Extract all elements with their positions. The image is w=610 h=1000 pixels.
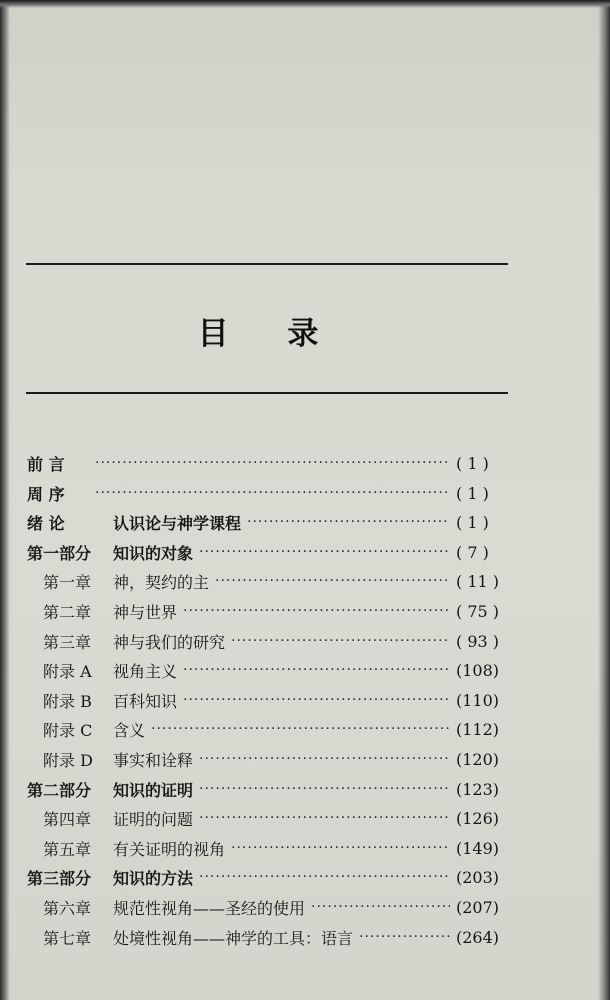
toc-entry[interactable] <box>43 833 508 863</box>
toc-entry-title: 神与我们的研究 <box>113 632 226 652</box>
dot-leader <box>183 596 450 626</box>
toc-entry-page-number: (203) <box>456 867 500 887</box>
toc-entry[interactable] <box>43 596 508 626</box>
dot-leader <box>359 922 450 952</box>
toc-entry-label: 第二部分 <box>27 780 92 800</box>
toc-entry-title: 规范性视角——圣经的使用 <box>113 898 306 918</box>
toc-heading: 目 录 <box>197 316 343 352</box>
dot-leader <box>151 714 450 744</box>
toc-entry-label: 周 序 <box>27 484 65 504</box>
toc-entry-label: 第七章 <box>43 928 92 948</box>
toc-entry-label: 第四章 <box>43 809 92 829</box>
toc-entry-page-number: ( 1 ) <box>456 512 489 532</box>
toc-entry-label: 第五章 <box>43 839 92 859</box>
toc-entry[interactable] <box>43 922 508 952</box>
top-rule <box>26 263 508 265</box>
toc-entry[interactable] <box>43 655 508 685</box>
toc-entry-label: 第一章 <box>43 572 92 592</box>
toc-entry-page-number: (123) <box>456 779 500 799</box>
toc-entry-title: 处境性视角——神学的工具：语言 <box>113 928 354 948</box>
toc-entry-title: 含义 <box>113 720 146 740</box>
toc-entry-page-number: ( 93 ) <box>456 631 500 651</box>
toc-entry-label: 附录 C <box>43 720 93 740</box>
dot-leader <box>199 537 450 567</box>
toc-entry[interactable] <box>27 507 508 537</box>
toc-entry-label: 附录 A <box>43 661 92 681</box>
dot-leader <box>199 744 450 774</box>
toc-entry[interactable] <box>43 714 508 744</box>
toc-entry[interactable] <box>43 803 508 833</box>
toc-entry-label: 前 言 <box>27 454 65 474</box>
toc-entry[interactable] <box>27 448 508 478</box>
dot-leader <box>231 626 450 656</box>
toc-entry-page-number: ( 1 ) <box>456 483 489 503</box>
toc-entry-title: 事实和诠释 <box>113 750 194 770</box>
toc-entry-label: 第一部分 <box>27 543 92 563</box>
toc-entry-title: 知识的对象 <box>113 543 194 563</box>
toc-entry-page-number: (207) <box>456 897 500 917</box>
toc-entry-page-number: (264) <box>456 927 500 947</box>
toc-entry-page-number: ( 7 ) <box>456 542 489 562</box>
dot-leader <box>247 507 450 537</box>
bottom-rule <box>26 392 508 394</box>
dot-leader <box>231 833 450 863</box>
toc-entry-title: 神，契约的主 <box>113 572 210 592</box>
toc-entry[interactable] <box>43 626 508 656</box>
toc-entry-label: 附录 D <box>43 750 93 770</box>
toc-entry-title: 知识的证明 <box>113 780 194 800</box>
toc-entry-page-number: (120) <box>456 749 500 769</box>
toc-entry[interactable] <box>43 566 508 596</box>
toc-entry-page-number: ( 75 ) <box>456 601 500 621</box>
toc-entry-page-number: ( 11 ) <box>456 571 500 591</box>
toc-entry[interactable] <box>27 537 508 567</box>
dot-leader <box>311 892 450 922</box>
page-shadow-top <box>0 0 610 8</box>
toc-entry-title: 证明的问题 <box>113 809 194 829</box>
toc-entry-label: 第六章 <box>43 898 92 918</box>
toc-entry[interactable] <box>43 744 508 774</box>
dot-leader <box>183 685 450 715</box>
toc-entry-label: 第三章 <box>43 632 92 652</box>
dot-leader <box>183 655 450 685</box>
toc-entry-page-number: (108) <box>456 660 500 680</box>
toc-entry-label: 附录 B <box>43 691 92 711</box>
toc-entry-title: 视角主义 <box>113 661 178 681</box>
toc-entry-title: 百科知识 <box>113 691 178 711</box>
toc-entry-label: 绪 论 <box>27 513 65 533</box>
page-shadow-left <box>0 0 10 1000</box>
dot-leader <box>199 862 450 892</box>
toc-entry-page-number: (112) <box>456 719 500 739</box>
toc-entry-title: 有关证明的视角 <box>113 839 226 859</box>
toc-entry-title: 神与世界 <box>113 602 178 622</box>
dot-leader <box>199 803 450 833</box>
toc-entry[interactable] <box>43 685 508 715</box>
toc-entry-title: 认识论与神学课程 <box>113 513 242 533</box>
toc-entry-title: 知识的方法 <box>113 868 194 888</box>
toc-entry[interactable] <box>43 892 508 922</box>
dot-leader <box>215 566 450 596</box>
toc-entry-label: 第二章 <box>43 602 92 622</box>
toc-entry-page-number: (126) <box>456 808 500 828</box>
toc-entry-page-number: (110) <box>456 690 500 710</box>
toc-entry[interactable] <box>27 774 508 804</box>
toc-entry-label: 第三部分 <box>27 868 92 888</box>
dot-leader <box>95 478 450 508</box>
toc-entry[interactable] <box>27 862 508 892</box>
toc-entry-page-number: ( 1 ) <box>456 453 489 473</box>
toc-entry-page-number: (149) <box>456 838 500 858</box>
dot-leader <box>199 774 450 804</box>
dot-leader <box>95 448 450 478</box>
page-shadow-right <box>598 0 610 1000</box>
toc-entry[interactable] <box>27 478 508 508</box>
